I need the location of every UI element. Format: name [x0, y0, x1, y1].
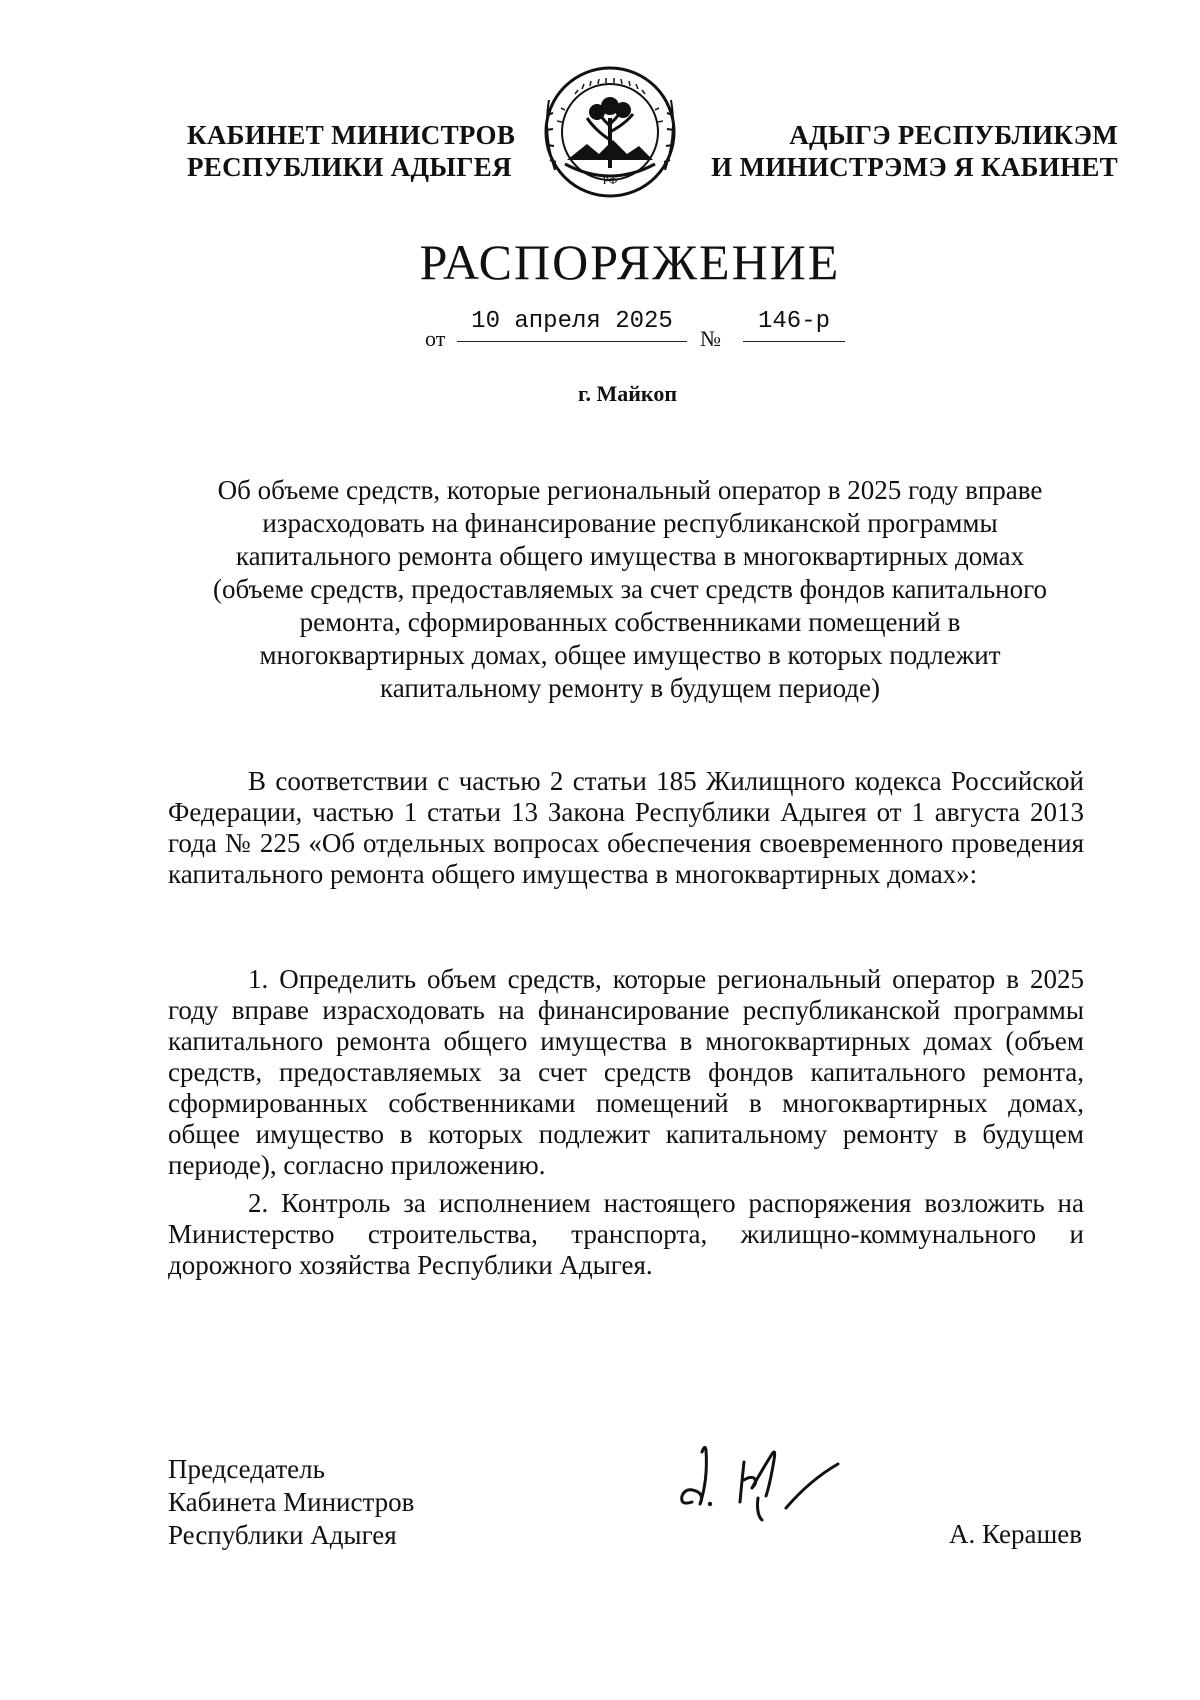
order-item-2: [168, 1188, 1084, 1281]
document-subject-title: [170, 474, 1090, 705]
paragraph-text: В соответствии с частью 2 статьи 185 Жилищного кодекса Российской Федерации, частью 1 статьи 13 Закона Республики Адыгея от 1 августа 2013 года № 225 «Об отдельных вопросах обеспечения своевременного проведения капитального ремонта общего имущества в многоквартирных домах»:: [168, 766, 1084, 889]
title-line: капитальному ремонту в будущем периоде): [379, 673, 881, 703]
document-date-number: [425, 308, 845, 353]
signatory-name: А. Керашев: [949, 1519, 1082, 1549]
number-label: №: [700, 326, 721, 351]
title-line: ремонта, сформированных собственниками помещений в: [299, 607, 961, 637]
position-line: Кабинета Министров: [168, 1487, 415, 1517]
issuer-line: РЕСПУБЛИКИ АДЫГЕЯ: [187, 152, 512, 182]
title-line: многоквартирных домах, общее имущество в которых подлежит: [259, 640, 1001, 670]
handwritten-signature-icon: [670, 1440, 870, 1525]
issuer-line: И МИНИСТРЭМЭ Я КАБИНЕТ: [711, 152, 1118, 182]
svg-text:РФ: РФ: [602, 175, 618, 187]
title-line: Об объеме средств, которые региональный оператор в 2025 году вправе: [217, 475, 1043, 505]
position-line: Председатель: [168, 1454, 325, 1484]
title-line: израсходовать на финансирование республиканской программы: [262, 508, 998, 538]
position-line: Республики Адыгея: [168, 1520, 397, 1550]
document-city: г. Майкоп: [577, 381, 677, 406]
issuer-line: КАБИНЕТ МИНИСТРОВ: [187, 120, 516, 150]
preamble-paragraph: [168, 766, 1084, 890]
signatory-position: [168, 1453, 414, 1552]
title-line: (объеме средств, предоставляемых за счет средств фондов капитального: [212, 574, 1048, 604]
issuer-name-russian: [187, 119, 516, 183]
issuer-line: АДЫГЭ РЕСПУБЛИКЭМ: [789, 120, 1118, 150]
date-label: от: [425, 326, 446, 351]
title-line: капитального ремонта общего имущества в многоквартирных домах: [235, 541, 1025, 571]
paragraph-text: 2. Контроль за исполнением настоящего распоряжения возложить на Министерство строительства, транспорта, жилищно-коммунального и дорожного хозяйства Республики Адыгея.: [168, 1188, 1084, 1280]
order-item-1: [168, 964, 1084, 1181]
coat-of-arms-icon: [535, 60, 685, 210]
issuer-name-adyghe: [698, 119, 1118, 183]
paragraph-text: 1. Определить объем средств, которые региональный оператор в 2025 году вправе израсходовать на финансирование республиканской программы капитального ремонта общего имущества в многоквартирных домах (объем средств, предоставляемых за счет средств фондов капитального ремонта, сформированных собственниками помещений в многоквартирных домах, общее имущество в которых подлежит капитальному ремонту в будущем периоде), согласно приложению.: [168, 964, 1084, 1180]
document-number: 146-р: [743, 308, 845, 342]
document-date: 10 апреля 2025: [457, 308, 687, 342]
document-type-title: РАСПОРЯЖЕНИЕ: [419, 234, 841, 290]
